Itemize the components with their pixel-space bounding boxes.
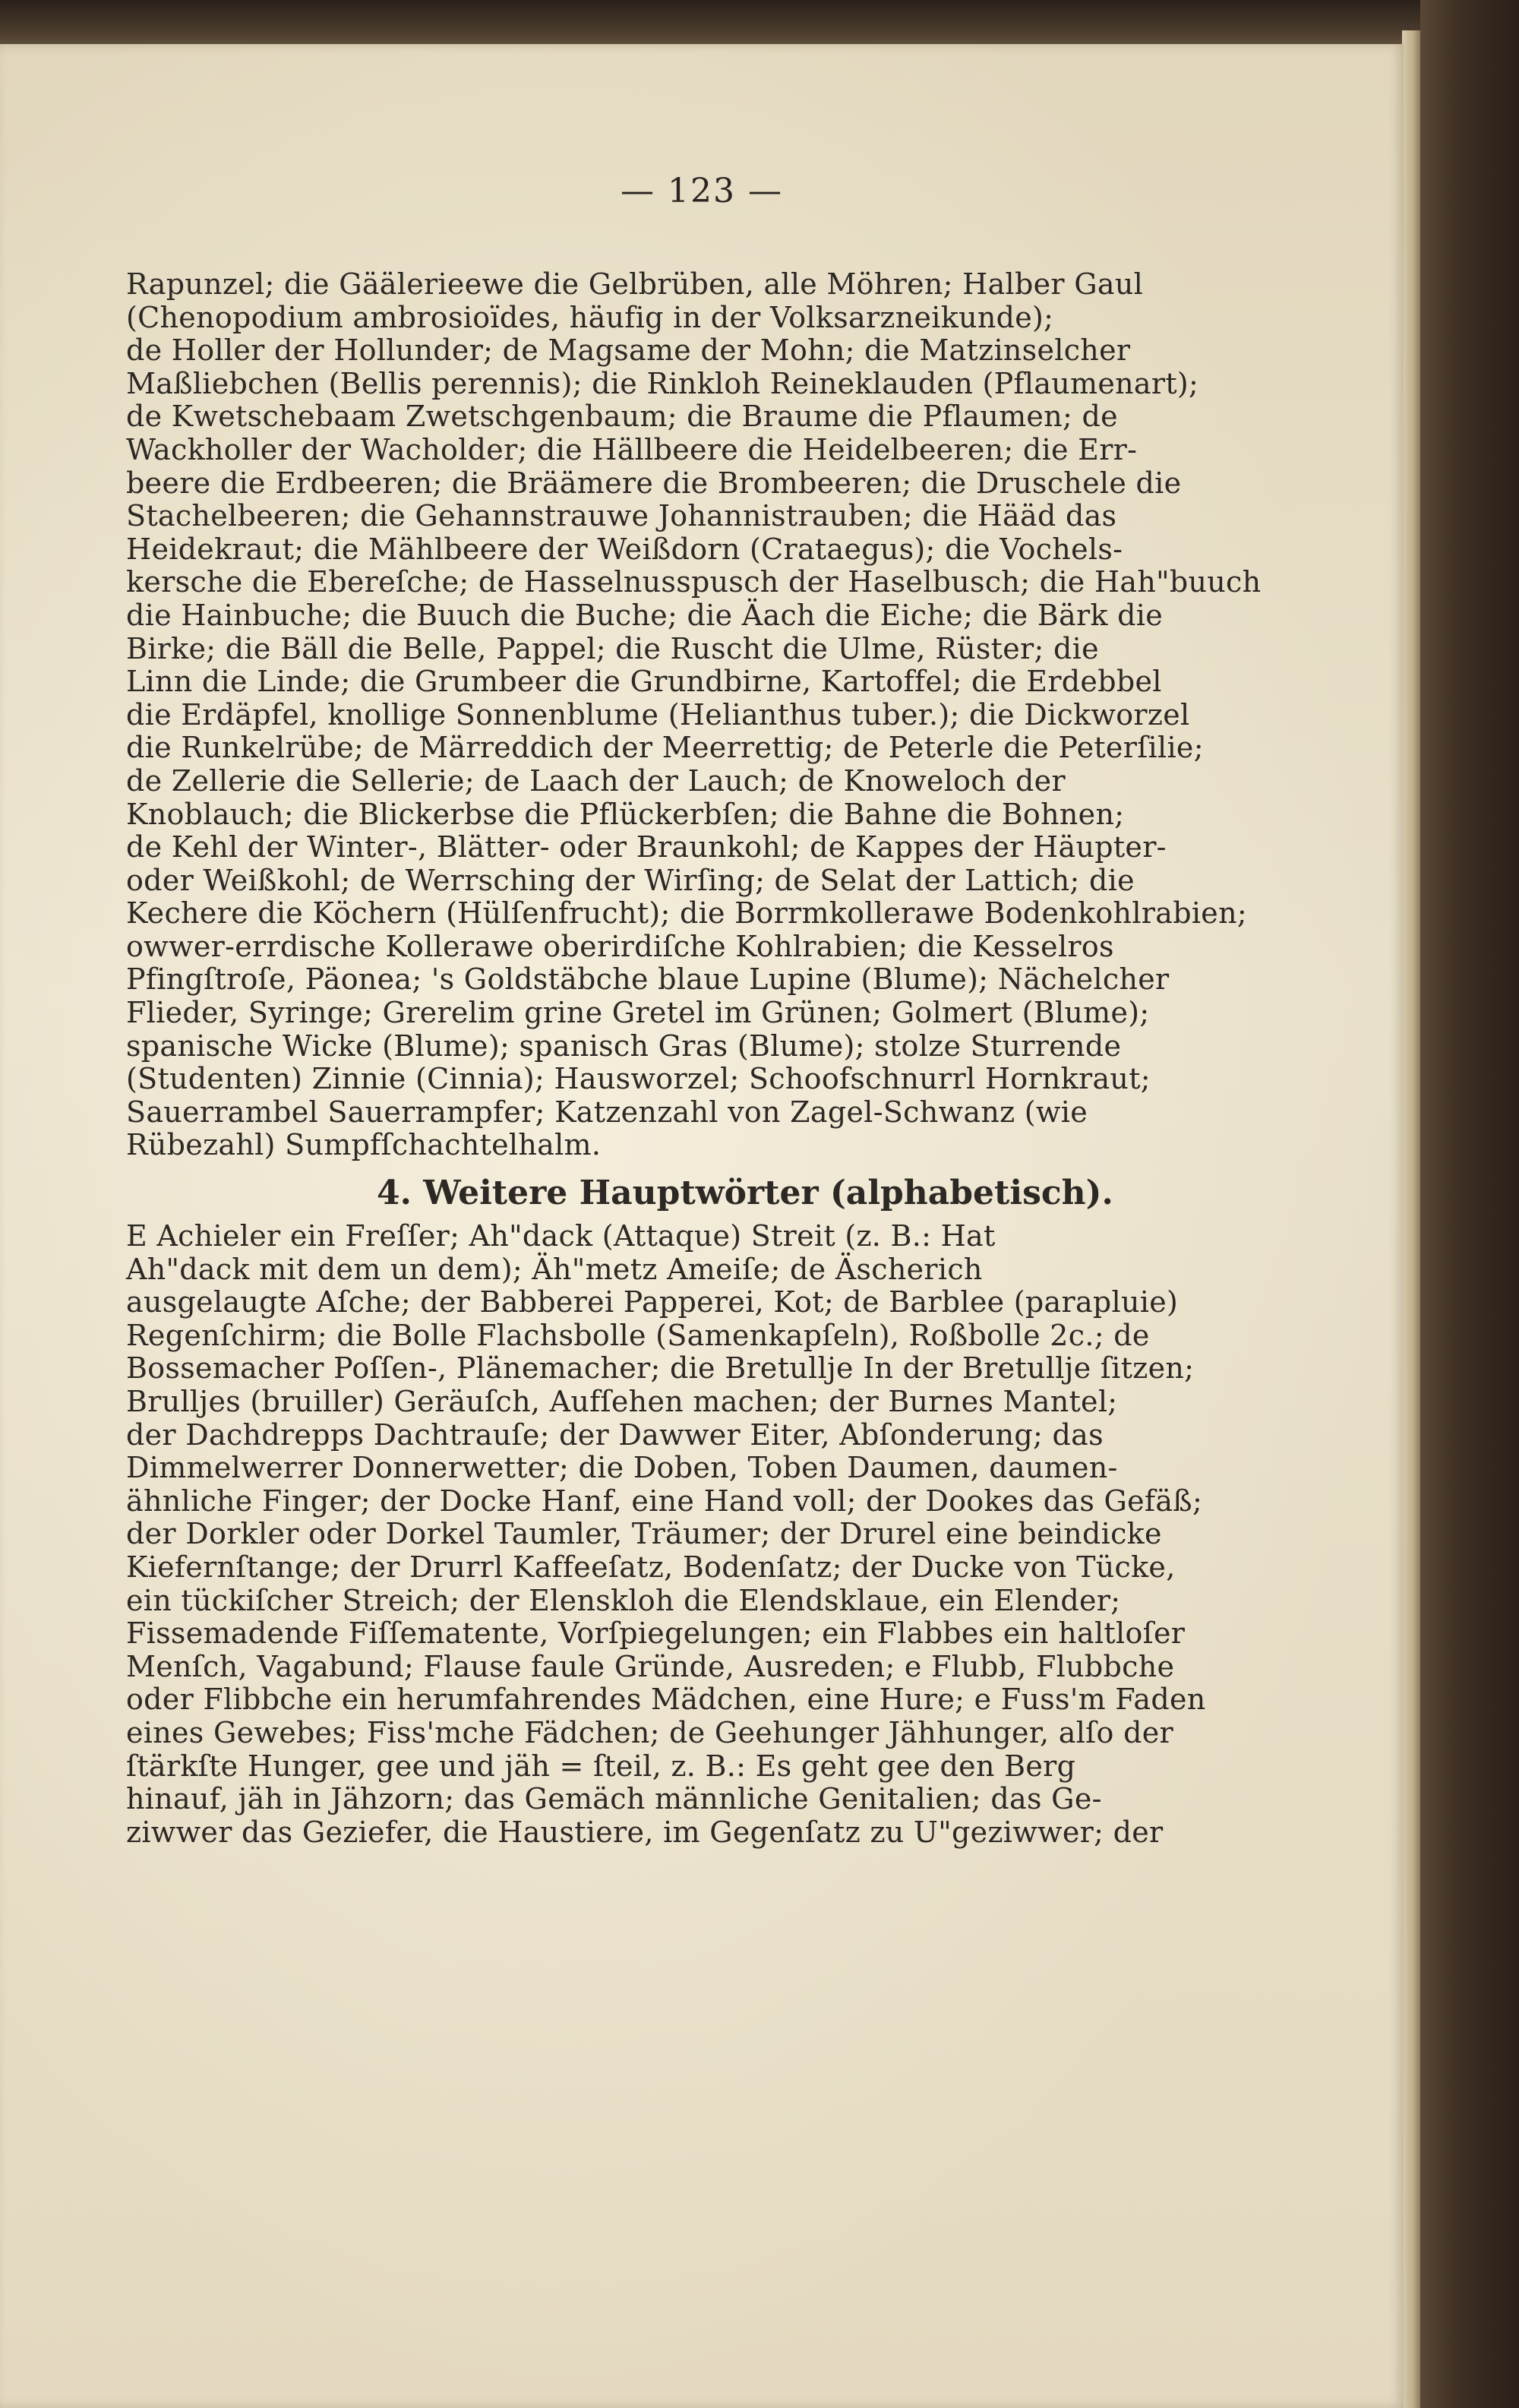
text-line: ein tückiſcher Streich; der Elenskloh die Elendsklaue, ein Elender; bbox=[126, 1583, 1121, 1617]
text-line: ähnliche Finger; der Docke Hanf, eine Hand voll; der Dookes das Gefäß; bbox=[126, 1484, 1203, 1518]
text-line: (Studenten) Zinnie (Cinnia); Hausworzel; Schoofschnurrl Hornkraut; bbox=[126, 1062, 1151, 1096]
text-line: Ah"dack mit dem un dem); Äh"metz Ameiſe; de Äscherich bbox=[126, 1252, 983, 1286]
text-line: de Holler der Hollunder; de Magsame der Mohn; die Matzinselcher bbox=[126, 333, 1131, 368]
text-line: E Achieler ein Freſſer; Ah"dack (Attaque) Streit (z. B.: Hat bbox=[126, 1219, 996, 1253]
text-line: spanische Wicke (Blume); spanisch Gras (Blume); stolze Sturrende bbox=[126, 1029, 1122, 1063]
text-line: Maßliebchen (Bellis perennis); die Rinkloh Reineklauden (Pflaumenart); bbox=[126, 366, 1199, 400]
text-line: der Dorkler oder Dorkel Taumler, Träumer; der Drurel eine beindicke bbox=[126, 1517, 1162, 1551]
page-text bbox=[126, 268, 1265, 1849]
section-heading: 4. Weitere Hauptwörter (alphabetisch). bbox=[377, 1174, 1113, 1213]
text-line: oder Weißkohl; de Werrsching der Wirſing; de Selat der Lattich; die bbox=[126, 863, 1135, 897]
text-line: Flieder, Syringe; Grerelim grine Gretel im Grünen; Golmert (Blume); bbox=[126, 996, 1150, 1030]
text-line: Knoblauch; die Blickerbse die Pflückerbſen; die Bahne die Bohnen; bbox=[126, 797, 1125, 831]
text-line: Rübezahl) Sumpfſchachtelhalm. bbox=[126, 1128, 602, 1162]
text-line: de Kehl der Winter-, Blätter- oder Braunkohl; de Kappes der Häupter- bbox=[126, 830, 1167, 864]
text-line: Kiefernſtange; der Drurrl Kaffeeſatz, Bodenſatz; der Ducke von Tücke, bbox=[126, 1550, 1176, 1584]
text-line: ſtärkſte Hunger, gee und jäh = ſteil, z. B.: Es geht gee den Berg bbox=[126, 1749, 1076, 1783]
text-line: Dimmelwerrer Donnerwetter; die Doben, Toben Daumen, daumen- bbox=[126, 1451, 1118, 1485]
paragraph-2 bbox=[126, 1220, 1265, 1849]
text-line: Brulljes (bruiller) Geräuſch, Aufſehen machen; der Burnes Mantel; bbox=[126, 1385, 1118, 1418]
text-line: Regenſchirm; die Bolle Flachsbolle (Samenkapſeln), Roßbolle 2c.; de bbox=[126, 1318, 1150, 1352]
text-line: Wackholler der Wacholder; die Hällbeere die Heidelbeeren; die Err- bbox=[126, 432, 1138, 466]
paragraph-1 bbox=[126, 268, 1265, 1162]
text-line: Sauerrambel Sauerrampfer; Katzenzahl von Zagel-Schwanz (wie bbox=[126, 1095, 1088, 1129]
text-line: kersche die Ebereſche; de Hasselnusspusch der Haselbusch; die Hah"buuch bbox=[126, 565, 1262, 599]
text-line: hinauf, jäh in Jähzorn; das Gemäch männliche Genitalien; das Ge- bbox=[126, 1782, 1102, 1816]
text-line: der Dachdrepps Dachtrauſe; der Dawwer Eiter, Abſonderung; das bbox=[126, 1417, 1104, 1452]
text-line: die Runkelrübe; de Märreddich der Meerrettig; de Peterle die Peterſilie; bbox=[126, 731, 1204, 765]
text-line: Linn die Linde; die Grumbeer die Grundbirne, Kartoffel; die Erdebbel bbox=[126, 665, 1162, 699]
text-line: de Kwetschebaam Zwetschgenbaum; die Braume die Pflaumen; de bbox=[126, 400, 1118, 434]
book-cover-right-edge bbox=[1420, 0, 1519, 2408]
text-line: beere die Erdbeeren; die Bräämere die Brombeeren; die Druschele die bbox=[126, 466, 1182, 500]
text-line: Fissemadende Fiſſematente, Vorſpiegelungen; ein Flabbes ein haltloſer bbox=[126, 1616, 1186, 1651]
text-line: oder Flibbche ein herumfahrendes Mädchen, eine Hure; e Fuss'm Faden bbox=[126, 1683, 1206, 1717]
text-line: Stachelbeeren; die Gehannstrauwe Johannistrauben; die Hääd das bbox=[126, 499, 1117, 533]
book-page bbox=[0, 44, 1404, 2408]
text-line: ziwwer das Geziefer, die Haustiere, im Gegenſatz zu U"geziwwer; der bbox=[126, 1815, 1164, 1849]
text-line: owwer-errdische Kollerawe oberirdiſche Kohlrabien; die Kesselros bbox=[126, 929, 1114, 963]
text-line: die Erdäpfel, knollige Sonnenblume (Helianthus tuber.); die Dickworzel bbox=[126, 697, 1190, 732]
text-line: de Zellerie die Sellerie; de Laach der Lauch; de Knoweloch der bbox=[126, 763, 1066, 798]
page-number: — 123 — bbox=[621, 172, 783, 210]
text-line: eines Gewebes; Fiss'mche Fädchen; de Geehunger Jähhunger, alſo der bbox=[126, 1715, 1173, 1749]
text-line: Rapunzel; die Gäälerieewe die Gelbrüben, alle Möhren; Halber Gaul bbox=[126, 267, 1144, 301]
text-line: Kechere die Köchern (Hülſenfrucht); die Borrmkollerawe Bodenkohlrabien; bbox=[126, 896, 1247, 931]
text-line: die Hainbuche; die Buuch die Buche; die Äach die Eiche; die Bärk die bbox=[126, 598, 1164, 632]
text-line: Pfingſtroſe, Päonea; 's Goldstäbche blaue Lupine (Blume); Nächelcher bbox=[126, 962, 1170, 997]
text-line: Menſch, Vagabund; Flause faule Gründe, Ausreden; e Flubb, Flubbche bbox=[126, 1649, 1175, 1683]
text-line: ausgelaugte Aſche; der Babberei Papperei, Kot; de Barblee (parapluie) bbox=[126, 1285, 1179, 1319]
text-line: Heidekraut; die Mählbeere der Weißdorn (Crataegus); die Vochels- bbox=[126, 532, 1123, 566]
text-line: Birke; die Bäll die Belle, Pappel; die Ruscht die Ulme, Rüster; die bbox=[126, 631, 1099, 665]
text-line: (Chenopodium ambrosioïdes, häufig in der Volksarzneikunde); bbox=[126, 300, 1054, 334]
page-stack-edge bbox=[1402, 30, 1420, 2408]
text-line: Bossemacher Poſſen-, Plänemacher; die Bretullje In der Bretullje ſitzen; bbox=[126, 1351, 1195, 1386]
